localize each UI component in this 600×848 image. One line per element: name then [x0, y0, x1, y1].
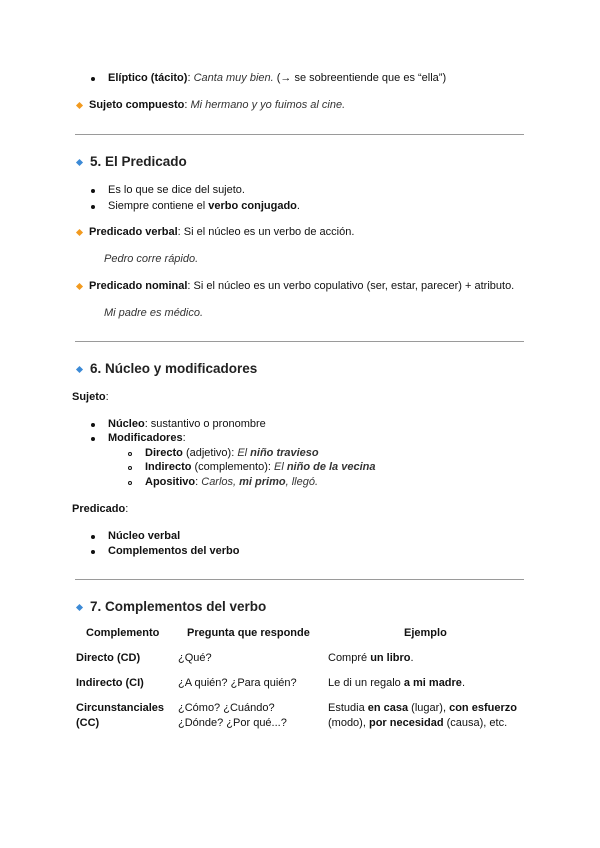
table-row-2-complemento: Indirecto (CI) — [76, 677, 144, 689]
blue-diamond-icon — [76, 366, 83, 373]
text: (modo), — [328, 717, 369, 729]
colon: : — [105, 391, 109, 403]
compuesto-example: Mi hermano y yo fuimos al cine. — [190, 99, 346, 111]
text-bold: por necesidad — [368, 717, 444, 729]
orange-diamond-icon — [76, 283, 83, 290]
table-header-pregunta: Pregunta que responde — [187, 627, 310, 639]
text-bold: a mi madre — [403, 677, 462, 689]
bullet-dot — [91, 423, 95, 427]
predicado-nominal-label: Predicado nominal — [89, 280, 188, 292]
pred-bullet-2 — [108, 200, 300, 212]
text: : Si el núcleo es un verbo copulativo (ser, estar, parecer) + atributo. — [187, 280, 515, 292]
table-row-2-pregunta: ¿A quién? ¿Para quién? — [178, 677, 297, 689]
text: (lugar), — [408, 702, 450, 714]
example: El — [273, 461, 287, 473]
colon: : — [182, 432, 186, 444]
eliptico-note: (→ se sobreentiende que es “ella”) — [276, 72, 447, 84]
blue-diamond-icon — [76, 159, 83, 166]
table-row-3-complemento-line-2: (CC) — [76, 717, 100, 729]
predicado-label: Predicado — [72, 503, 126, 515]
text: . — [296, 200, 300, 212]
divider — [75, 134, 524, 135]
table-row-3-complemento-line-1: Circunstanciales — [76, 702, 165, 714]
nucleo-verbal: Núcleo verbal — [108, 530, 181, 542]
table-row-2-ejemplo — [328, 677, 465, 689]
text: (complemento): — [191, 461, 274, 473]
table-row-3-ejemplo-line-1 — [328, 702, 517, 714]
example: El — [237, 447, 251, 459]
bullet-dot — [91, 535, 95, 539]
divider — [75, 341, 524, 342]
orange-diamond-icon — [76, 102, 83, 109]
text-bold: un libro — [370, 652, 411, 664]
bullet-dot — [91, 77, 95, 81]
apositivo-label: Apositivo — [145, 476, 196, 488]
text: . — [461, 677, 465, 689]
bullet-dot — [91, 189, 95, 193]
section-7-title: 7. Complementos del verbo — [90, 599, 267, 614]
pred-bullet-1: Es lo que se dice del sujeto. — [108, 184, 245, 196]
text-bold: en casa — [367, 702, 409, 714]
colon: : — [184, 99, 188, 111]
section-6-title: 6. Núcleo y modificadores — [90, 361, 258, 376]
compuesto-label: Sujeto compuesto — [89, 99, 185, 111]
text: Compré — [328, 652, 371, 664]
text: (causa), etc. — [443, 717, 508, 729]
mod-directo-line — [145, 447, 319, 459]
orange-diamond-icon — [76, 229, 83, 236]
blue-diamond-icon — [76, 604, 83, 611]
eliptico-label: Elíptico (tácito) — [108, 72, 188, 84]
table-row-1-ejemplo — [328, 652, 414, 664]
text: : Si el núcleo es un verbo de acción. — [177, 226, 355, 238]
table-header-complemento: Complemento — [86, 627, 160, 639]
eliptico-line — [108, 72, 446, 84]
bullet-dot — [91, 205, 95, 209]
divider — [75, 579, 524, 580]
nucleo-label: Núcleo — [108, 418, 145, 430]
verbo-conjugado: verbo conjugado — [208, 200, 297, 212]
sujeto-label: Sujeto — [72, 391, 106, 403]
example: , llegó. — [285, 476, 319, 488]
sujeto-heading — [72, 391, 109, 403]
predicado-heading — [72, 503, 128, 515]
table-row-1-pregunta: ¿Qué? — [178, 652, 212, 664]
modificadores-label: Modificadores — [108, 432, 183, 444]
predicado-verbal-example: Pedro corre rápido. — [104, 253, 199, 265]
text: Estudia — [328, 702, 368, 714]
indirecto-label: Indirecto — [145, 461, 192, 473]
nucleo-line — [108, 418, 266, 430]
text: (adjetivo): — [182, 447, 238, 459]
mod-apositivo-line — [145, 476, 318, 488]
text: . — [410, 652, 414, 664]
table-header-ejemplo: Ejemplo — [404, 627, 447, 639]
predicado-nominal-example: Mi padre es médico. — [104, 307, 204, 319]
example-bold: mi primo — [239, 476, 286, 488]
mod-indirecto-line — [145, 461, 375, 473]
table-row-3-ejemplo-line-2 — [328, 717, 507, 729]
complementos-del-verbo: Complementos del verbo — [108, 545, 240, 557]
colon: : — [187, 72, 191, 84]
table-row-3-pregunta-line-2: ¿Dónde? ¿Por qué...? — [178, 717, 287, 729]
text: : sustantivo o pronombre — [144, 418, 266, 430]
predicado-verbal-label: Predicado verbal — [89, 226, 178, 238]
table-row-3-pregunta-line-1: ¿Cómo? ¿Cuándo? — [178, 702, 275, 714]
table-row-1-complemento: Directo (CD) — [76, 652, 141, 664]
colon: : — [125, 503, 129, 515]
text: Le di un regalo — [328, 677, 404, 689]
section-5-title: 5. El Predicado — [90, 154, 187, 169]
predicado-verbal-line — [89, 226, 354, 238]
bullet-ring — [128, 466, 132, 470]
example: Carlos, — [201, 476, 240, 488]
text: : — [195, 476, 202, 488]
modificadores-line — [108, 432, 186, 444]
compuesto-line — [89, 99, 345, 111]
text-bold: con esfuerzo — [449, 702, 517, 714]
bullet-ring — [128, 452, 132, 456]
bullet-ring — [128, 481, 132, 485]
directo-label: Directo — [145, 447, 183, 459]
bullet-dot — [91, 437, 95, 441]
bullet-dot — [91, 550, 95, 554]
text: Siempre contiene el — [108, 200, 209, 212]
predicado-nominal-line — [89, 280, 514, 292]
example-bold: niño travieso — [250, 447, 319, 459]
eliptico-example: Canta muy bien. — [193, 72, 274, 84]
example-bold: niño de la vecina — [286, 461, 376, 473]
